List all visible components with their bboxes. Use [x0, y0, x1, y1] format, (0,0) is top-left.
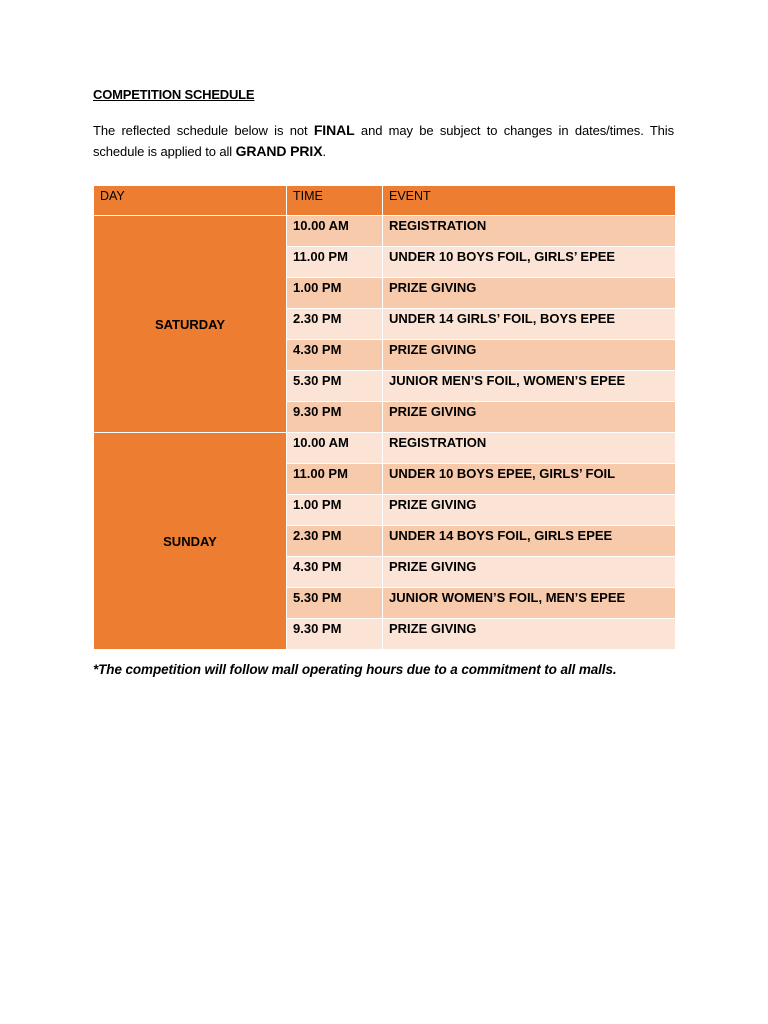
day-cell: SATURDAY	[94, 216, 287, 433]
event-cell: REGISTRATION	[383, 433, 676, 464]
event-cell: PRIZE GIVING	[383, 557, 676, 588]
time-cell: 9.30 PM	[287, 402, 383, 433]
table-row	[94, 216, 676, 247]
event-cell: UNDER 14 GIRLS’ FOIL, BOYS EPEE	[383, 309, 676, 340]
event-cell: UNDER 10 BOYS EPEE, GIRLS’ FOIL	[383, 464, 676, 495]
table-header-row	[94, 186, 676, 216]
header-day: DAY	[94, 186, 287, 216]
schedule-table	[93, 185, 676, 650]
day-cell: SUNDAY	[94, 433, 287, 650]
event-cell: JUNIOR MEN’S FOIL, WOMEN’S EPEE	[383, 371, 676, 402]
time-cell: 2.30 PM	[287, 309, 383, 340]
time-cell: 2.30 PM	[287, 526, 383, 557]
event-cell: UNDER 14 BOYS FOIL, GIRLS EPEE	[383, 526, 676, 557]
time-cell: 4.30 PM	[287, 340, 383, 371]
intro-text-2: and may be subject to changes in dates/times. This schedule is applied to all	[93, 123, 674, 159]
event-cell: REGISTRATION	[383, 216, 676, 247]
intro-text-3: .	[322, 144, 326, 159]
header-time: TIME	[287, 186, 383, 216]
event-cell: JUNIOR WOMEN’S FOIL, MEN’S EPEE	[383, 588, 676, 619]
document-title: COMPETITION SCHEDULE	[93, 87, 255, 102]
time-cell: 9.30 PM	[287, 619, 383, 650]
intro-emphasis-final: FINAL	[313, 122, 355, 138]
event-cell: PRIZE GIVING	[383, 495, 676, 526]
intro-paragraph	[93, 120, 674, 162]
time-cell: 11.00 PM	[287, 464, 383, 495]
footnote: *The competition will follow mall operating hours due to a commitment to all malls.	[93, 662, 617, 677]
event-cell: UNDER 10 BOYS FOIL, GIRLS’ EPEE	[383, 247, 676, 278]
event-cell: PRIZE GIVING	[383, 278, 676, 309]
time-cell: 10.00 AM	[287, 216, 383, 247]
event-cell: PRIZE GIVING	[383, 402, 676, 433]
intro-text-1: The reflected schedule below is not	[93, 123, 314, 138]
time-cell: 10.00 AM	[287, 433, 383, 464]
time-cell: 4.30 PM	[287, 557, 383, 588]
intro-emphasis-grand-prix: GRAND PRIX	[235, 143, 323, 159]
table-row	[94, 433, 676, 464]
time-cell: 5.30 PM	[287, 371, 383, 402]
time-cell: 1.00 PM	[287, 495, 383, 526]
header-event: EVENT	[383, 186, 676, 216]
schedule-body	[94, 216, 676, 650]
time-cell: 5.30 PM	[287, 588, 383, 619]
time-cell: 11.00 PM	[287, 247, 383, 278]
time-cell: 1.00 PM	[287, 278, 383, 309]
event-cell: PRIZE GIVING	[383, 340, 676, 371]
event-cell: PRIZE GIVING	[383, 619, 676, 650]
